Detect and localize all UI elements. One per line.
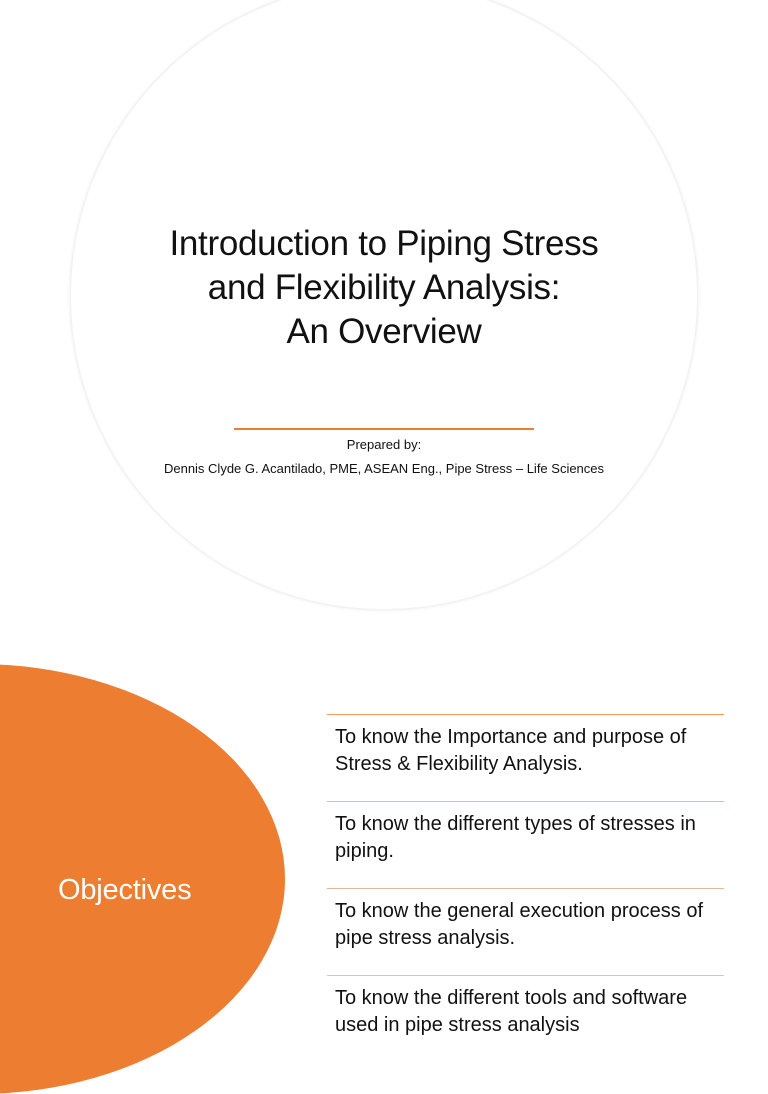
accent-divider xyxy=(234,428,534,430)
objectives-slide xyxy=(0,674,768,1036)
objective-item: To know the different tools and software used in pipe stress analysis xyxy=(327,975,724,1062)
title-line-2: and Flexibility Analysis: xyxy=(207,268,561,307)
objectives-heading: Objectives xyxy=(58,874,192,906)
objective-item: To know the general execution process of pipe stress analysis. xyxy=(327,888,724,975)
slide-title xyxy=(80,222,688,354)
objective-item: To know the different types of stresses in piping. xyxy=(327,801,724,888)
title-line-3: An Overview xyxy=(286,312,482,351)
objectives-list xyxy=(327,714,724,1062)
objective-item: To know the Importance and purpose of Stress & Flexibility Analysis. xyxy=(327,714,724,801)
author-credit: Dennis Clyde G. Acantilado, PME, ASEAN Eng., Pipe Stress – Life Sciences xyxy=(163,461,605,476)
title-line-1: Introduction to Piping Stress xyxy=(169,224,599,263)
prepared-by-label: Prepared by: xyxy=(346,437,422,452)
